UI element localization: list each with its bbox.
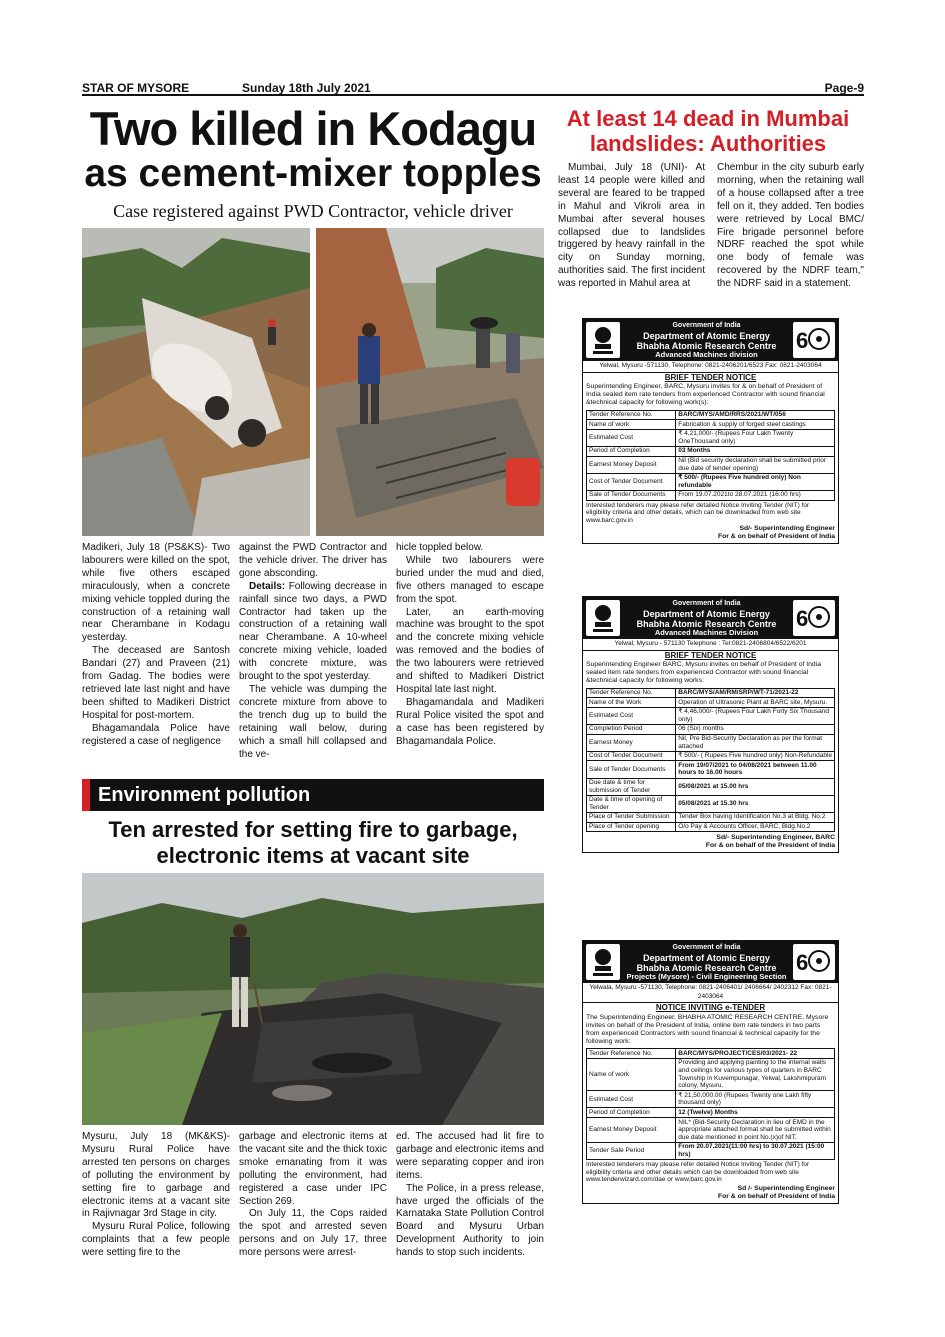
page-number: Page-9: [824, 81, 864, 95]
dae-anniversary-logo-icon: [793, 322, 835, 358]
ad-sign-line1: Sd/- Superintending Engineer: [739, 525, 835, 533]
tender-ad-3: [582, 940, 839, 1204]
masthead: [82, 80, 864, 96]
kodagu-paragraph: Bhagamandala and Madikeri Rural Police visited the spot and a case has been registered by Bhagamandala Police.: [396, 696, 544, 747]
ad-intro: Superintending Engineer, BARC, Mysuru invites for & on behalf of President of India sealed item rate tenders from experienced Contractor with sound financial &technical capacity for following work(s):: [586, 383, 825, 407]
table-row: [587, 429, 835, 446]
row-key: Earnest Money: [587, 734, 676, 751]
table-row: [587, 1108, 835, 1118]
row-key: Due date & time for submission of Tender: [587, 778, 676, 795]
dae-anniversary-logo-icon: [793, 600, 835, 636]
kodagu-column-3: [396, 542, 544, 749]
row-value: Tender Box having Identification No.3 at Bldg. No.2: [676, 812, 835, 822]
kodagu-paragraph: against the PWD Contractor and the vehicle driver. The driver has gone absconding.: [239, 542, 387, 579]
ad-header: [583, 941, 838, 983]
row-key: Estimated Cost: [587, 429, 676, 446]
row-value: NIL* (Bid-Security Declaration in lieu of EMD in the appropriate attached format shall be submitted within due date mentioned in point No.(x)of NIT.: [676, 1118, 835, 1143]
environment-paragraph: The Police, in a press release, have urged the officials of the Karnataka State Pollution Control Board and Mysuru Urban Development Authority to join hands to stop such incidents.: [396, 1182, 544, 1259]
tender-ad-1: [582, 318, 839, 544]
row-key: Tender Reference No.: [587, 410, 676, 420]
table-row: [587, 410, 835, 420]
row-key: Name of work: [587, 420, 676, 430]
row-key: Tender Sale Period: [587, 1142, 676, 1159]
ad-division: Advanced Machines Division: [654, 627, 759, 637]
table-row: [587, 822, 835, 832]
national-emblem-icon: [586, 600, 620, 636]
ad-sign-line2: For & on behalf of President of India: [717, 533, 835, 541]
row-key: Cost of Tender Document: [587, 751, 676, 761]
ad-centre: Bhabha Atomic Research Centre: [636, 340, 777, 351]
row-value: BARC/MYS/AM/RM/SRP/WT-71/2021-22: [676, 688, 835, 698]
mumbai-headline: At least 14 dead in Mumbai landslides: Authorities: [566, 106, 850, 156]
table-row: [587, 734, 835, 751]
ad-header: [583, 319, 838, 361]
row-key: Sale of Tender Documents: [587, 761, 676, 778]
ad-address: Yelwal, Mysuru - 571130 Telephone : Tel:0821-2406804/6522/6201: [583, 639, 838, 651]
ad-division: Advanced Machines division: [655, 349, 758, 359]
environment-column-2: [239, 1131, 387, 1260]
row-value: Operation of Ultrasonic Plant at BARC site, Mysuru.: [676, 698, 835, 708]
row-value: 06 (Six) months: [676, 724, 835, 734]
ad-title: NOTICE INVITING e-TENDER: [655, 1003, 766, 1012]
svg-text:6: 6: [796, 606, 809, 631]
kodagu-subheadline: Case registered against PWD Contractor, vehicle driver: [113, 201, 513, 221]
row-key: Name of the Work: [587, 698, 676, 708]
table-row: [587, 795, 835, 812]
environment-headline: Ten arrested for setting fire to garbage, electronic items at vacant site: [108, 817, 518, 868]
row-key: Place of Tender opening: [587, 822, 676, 832]
row-value: ₹ 500/- ( Rupees Five hundred only) Non-Refundable: [676, 751, 835, 761]
row-value: 05/08/2021 at 15.30 hrs: [676, 795, 835, 812]
ad-title: BRIEF TENDER NOTICE: [664, 650, 757, 660]
ad-header: [583, 597, 838, 639]
row-value: ₹ 21,50,000.00 (Rupees Twenty one Lakh fifty thousand only): [676, 1091, 835, 1108]
table-row: [587, 490, 835, 500]
environment-column-3: [396, 1131, 544, 1260]
row-value: Nil (Bid security declaration shall be submitted prior due date of tender opening): [676, 456, 835, 473]
table-row: [587, 1049, 835, 1059]
kodagu-paragraph: The deceased are Santosh Bandari (27) and Praveen (21) from Gadag. The bodies were retrieved late last night and have been shifted to Madikeri District Hospital for post-mortem.: [82, 645, 230, 721]
row-key: Period of Completion: [587, 1108, 676, 1118]
table-row: [587, 1058, 835, 1090]
details-text: Following decrease in rainfall since two days, a PWD Contractor had taken up the construction of a retaining wall near Cherambane. A 10-wheel concrete mixing vehicle, loaded with concrete mixture, was brought to the spot yesterday.: [239, 580, 387, 683]
table-row: [587, 751, 835, 761]
row-value: Nil, Pre Bid-Security Declaration as per the format attached: [676, 734, 835, 751]
svg-text:6: 6: [796, 328, 809, 353]
row-key: Period of Completion: [587, 446, 676, 456]
ad-intro: The Superintending Engineer, BHABHA ATOMIC RESEARCH CENTRE, Mysore invites on behalf of the President of India, online item rate tenders in two parts from experienced Contractors with sound financial & technical capacity for the following work:: [586, 1013, 829, 1046]
row-key: Estimated Cost: [587, 707, 676, 724]
row-key: Estimated Cost: [587, 1091, 676, 1108]
row-value: Providing and applying painting to the internal walls and ceilings for various types of quarters in BARC Township in Kuvempunagar, Yelwal, Lakshmipuram colony, Mysuru.: [676, 1058, 835, 1090]
kodagu-headline-line1: Two killed in Kodagu: [89, 102, 537, 155]
table-row: [587, 707, 835, 724]
ad-details-table: [586, 688, 835, 833]
tender-ad-2: [582, 596, 839, 853]
kodagu-column-2: [239, 542, 387, 761]
ad-address: Yelwala, Mysuru -571130, Telephone: 0821-2406401/ 2406664/ 2402312 Fax: 0821-2403064: [583, 983, 838, 1003]
photo-accident-site-workers: [316, 228, 544, 536]
environment-paragraph: On July 11, the Cops raided the spot and arrested seven persons and on July 17, three more persons were arrest-: [239, 1208, 387, 1259]
ad-dept: Department of Atomic Energy: [643, 608, 770, 619]
photo-burnt-garbage-site: [82, 873, 544, 1125]
ad-gov: Government of India: [672, 944, 741, 951]
ad-intro: Superintending Engineer BARC, Mysuru invites on behalf of President of India sealed item rate tenders from experienced Contractor with sound financial &technical capacity for following works:: [586, 661, 822, 685]
dae-anniversary-logo-icon: [793, 944, 835, 980]
row-key: Earnest Money Deposit: [587, 456, 676, 473]
ad-gov: Government of India: [672, 322, 741, 329]
row-value: 05/08/2021 at 15.00 hrs: [676, 778, 835, 795]
row-key: Name of work: [587, 1058, 676, 1090]
row-key: Cost of Tender Document: [587, 473, 676, 490]
svg-text:6: 6: [796, 950, 809, 975]
row-value: From 19/07/2021 to 04/08/2021 between 11.00 hours to 16.00 hours: [676, 761, 835, 778]
ad-centre: Bhabha Atomic Research Centre: [636, 618, 777, 629]
kodagu-paragraph: The vehicle was dumping the concrete mixture from above to the trench dug up to build the retaining wall below, during which a small hill collapsed and the ve-: [239, 683, 387, 760]
row-key: Place of Tender Submission: [587, 812, 676, 822]
table-row: [587, 778, 835, 795]
row-key: Tender Reference No.: [587, 1049, 676, 1059]
row-value: BARC/MYS/PROJECT/CES/03/2021- 22: [676, 1049, 835, 1059]
table-row: [587, 812, 835, 822]
row-key: Date & time of opening of Tender: [587, 795, 676, 812]
ad-signature: [583, 832, 838, 852]
section-bar-environment: [82, 779, 544, 811]
row-key: Completion Period: [587, 724, 676, 734]
row-value: From 20.07.2021(11:00 hrs) to 30.07.2021 (15:00 hrs): [676, 1142, 835, 1159]
mumbai-column-2: [717, 162, 864, 291]
photo-toppled-cement-mixer: [82, 228, 310, 536]
ad-division: Projects (Mysore) - Civil Engineering Section: [626, 971, 787, 981]
environment-paragraph: Mysuru Rural Police, following complaints that a few people were setting fire to the: [82, 1221, 230, 1259]
row-value: From 19.07.2021to 28.07.2021 (16:00 hrs): [676, 490, 835, 500]
table-row: [587, 473, 835, 490]
ad-footer: Interested tenderers may please refer detailed Notice Inviting Tender (NIT) for eligibility criteria and other details which can be downloaded from web site www.tenderwizard.com/dae or www.barc.gov.in: [586, 1161, 810, 1184]
table-row: [587, 761, 835, 778]
row-value: ₹ 500/- (Rupees Five hundred only) Non refundable: [676, 473, 835, 490]
row-value: ₹ 4,21,000/- (Rupees Four Lakh Twenty OneThousand only): [676, 429, 835, 446]
environment-paragraph: Mysuru, July 18 (MK&KS)- Mysuru Rural Police have arrested ten persons on charges of polluting the environment by setting fire to garbage and electronic items at a vacant site in Rajivnagar 3rd Stage in city.: [82, 1131, 230, 1220]
environment-column-1: [82, 1131, 230, 1260]
paper-name: STAR OF MYSORE: [82, 81, 190, 95]
table-row: [587, 420, 835, 430]
issue-date: Sunday 18th July 2021: [242, 81, 371, 95]
row-key: Earnest Money Deposit: [587, 1118, 676, 1143]
ad-signature: [583, 525, 838, 543]
environment-paragraph: garbage and electronic items at the vacant site and the thick toxic smoke emanating from it was polluting the environment, had registered a case under IPC Section 269.: [239, 1131, 387, 1207]
row-value: BARC/MYS/AMD/RRS/2021/WT/056: [676, 410, 835, 420]
kodagu-column-1: [82, 542, 230, 749]
national-emblem-icon: [586, 322, 620, 358]
table-row: [587, 456, 835, 473]
row-value: 03 Months: [676, 446, 835, 456]
ad-sign-line2: For & on behalf of the President of India: [705, 842, 835, 850]
kodagu-paragraph: While two labourers were buried under the mud and died, five others managed to escape from the spot.: [396, 554, 544, 605]
row-value: 12 (Twelve) Months: [676, 1108, 835, 1118]
details-label: Details:: [249, 580, 286, 592]
kodagu-paragraph: Later, an earth-moving machine was brought to the spot and the concrete mixing vehicle was removed and the bodies of the two labourers were retrieved and shifted to Madikeri District Hospital late last night.: [396, 606, 544, 695]
table-row: [587, 1142, 835, 1159]
row-value: O/o Pay & Accounts Officer, BARC, Bldg.No.2: [676, 822, 835, 832]
national-emblem-icon: [586, 944, 620, 980]
kodagu-paragraph: hicle toppled below.: [396, 542, 484, 553]
kodagu-details-paragraph: [239, 581, 387, 684]
kodagu-headline-line2: as cement-mixer topples: [84, 152, 542, 195]
mumbai-paragraph: Chembur in the city suburb early morning, when the retaining wall of a house collapsed after a tree fell on it, they added. Ten bodies were retrieved by Local BMC/ Fire brigade personnel before NDRF reached the spot while one body of female was recovered by the NDRF team," the NDRF said in a statement.: [717, 162, 864, 290]
table-row: [587, 1118, 835, 1143]
table-row: [587, 698, 835, 708]
section-accent: [82, 779, 90, 811]
row-key: Sale of Tender Documents: [587, 490, 676, 500]
kodagu-paragraph: Bhagamandala Police have registered a case of negligence: [82, 722, 230, 747]
ad-title: BRIEF TENDER NOTICE: [664, 372, 757, 382]
table-row: [587, 446, 835, 456]
row-key: Tender Reference No.: [587, 688, 676, 698]
row-value: ₹ 4,46,000/- (Rupees Four Lakh Forty Six Thousand only): [676, 707, 835, 724]
ad-gov: Government of India: [672, 600, 741, 607]
ad-sign-line1: Sd /- Superintending Engineer: [737, 1184, 835, 1192]
mumbai-column-1: [558, 162, 705, 291]
mumbai-paragraph: Mumbai, July 18 (UNI)- At least 14 people were killed and several are feared to be trapped in Mahul and Vikroli area in Mumbai after several houses collapsed due to landslides triggered by heavy rainfall in the city on Sunday morning, authorities said. The first incident was reported in Mahul area at: [558, 162, 705, 290]
section-label: Environment pollution: [98, 784, 311, 806]
ad-dept: Department of Atomic Energy: [643, 330, 770, 341]
table-row: [587, 1091, 835, 1108]
ad-dept: Department of Atomic Energy: [643, 952, 770, 963]
table-row: [587, 724, 835, 734]
kodagu-paragraph: Madikeri, July 18 (PS&KS)- Two labourers were killed on the spot, while five others escaped miraculously, when a concrete mixing vehicle toppled during the construction of a retaining wall near Cherambane in Kodagu yesterday.: [82, 542, 230, 644]
row-value: Fabrication & supply of forged steel castings: [676, 420, 835, 430]
ad-centre: Bhabha Atomic Research Centre: [636, 962, 777, 973]
environment-paragraph: ed. The accused had lit fire to garbage and electronic items and were separating copper and iron items.: [396, 1131, 544, 1181]
ad-footer: Interested tenderers may please refer detailed Notice Inviting Tender (NIT) for eligibility criteria and other details, which can be downloaded from web site www.barc.gov.in: [586, 501, 810, 524]
ad-signature: [583, 1185, 838, 1203]
ad-sign-line1: Sd/- Superintending Engineer, BARC: [716, 834, 835, 842]
ad-address: Yelwal, Mysuru -571130, Telephone: 0821-2406201/6523 Fax: 0821-2403064: [583, 361, 838, 373]
ad-details-table: [586, 410, 835, 501]
ad-sign-line2: For & on behalf of President of India: [717, 1192, 835, 1200]
ad-details-table: [586, 1048, 835, 1160]
table-row: [587, 688, 835, 698]
